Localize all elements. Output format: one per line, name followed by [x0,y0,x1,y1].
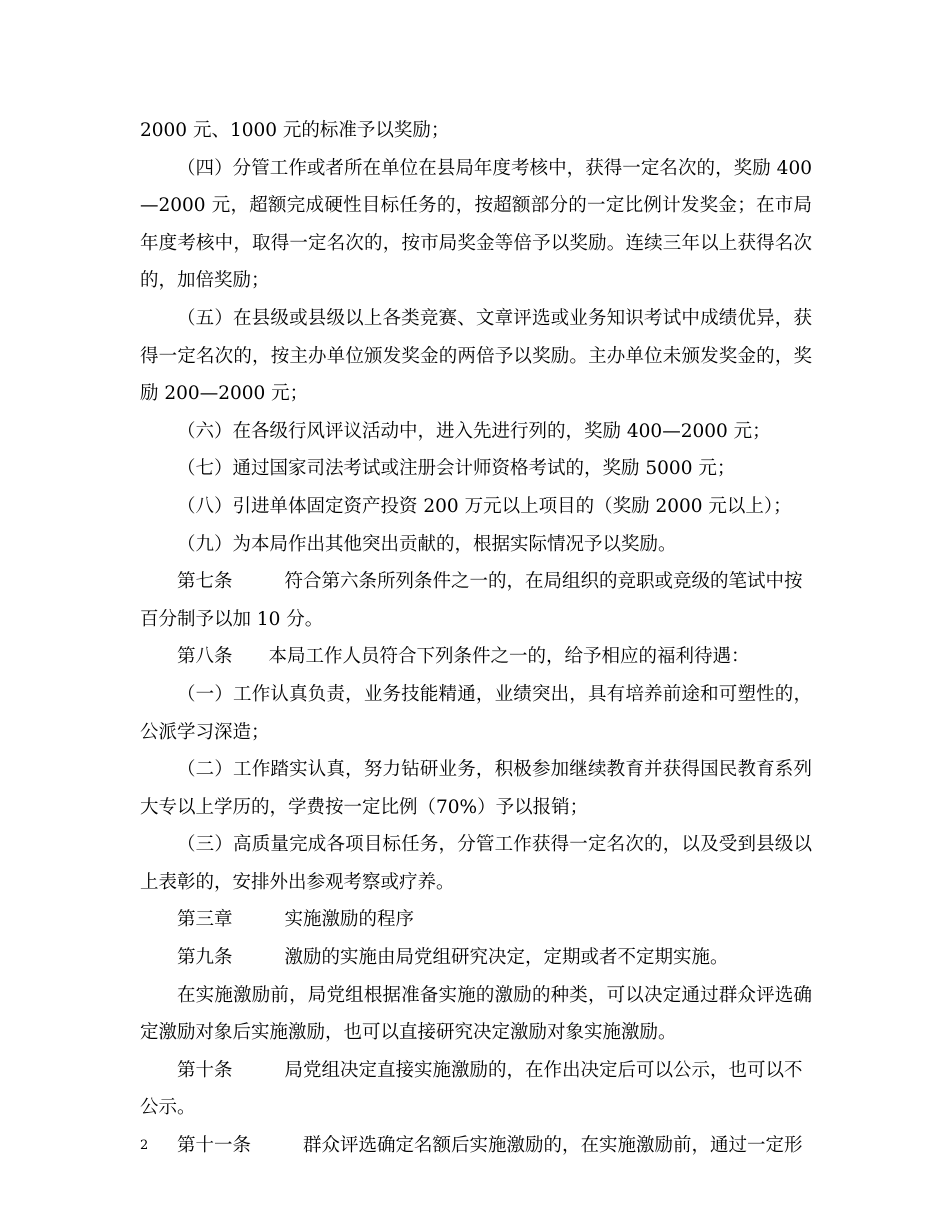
article-heading: 第八条 [177,646,233,668]
article-7 [140,563,812,601]
article-heading: 第七条 [177,571,233,593]
text-line: 的，加倍奖励； [140,270,270,292]
text-line: 定激励对象后实施激励，也可以直接研究决定激励对象实施激励。 [140,1022,677,1044]
article-heading: 第九条 [177,947,233,969]
article-11 [140,1127,812,1165]
text-line: 公派学习深造； [140,721,270,743]
text-line: （二）工作踏实认真，努力钻研业务，积极参加继续教育并获得国民教育系列 [177,759,812,781]
text-line: （一）工作认真负责，业务技能精通，业绩突出，具有培养前途和可塑性的， [177,683,812,705]
chapter-heading: 第三章 [177,909,233,931]
text-line: 2000 元、1000 元的标准予以奖励； [140,120,450,141]
text-line: （八）引进单体固定资产投资 200 万元以上项目的（奖励 2000 元以上）； [177,495,792,517]
text-line: 百分制予以加 10 分。 [140,608,324,630]
text-line: 得一定名次的，按主办单位颁发奖金的两倍予以奖励。主办单位未颁发奖金的，奖 [140,345,812,367]
text-line: （七）通过国家司法考试或注册会计师资格考试的，奖励 5000 元； [177,458,736,480]
page-number: 2 [140,1138,149,1153]
text-line: （三）高质量完成各项目标任务，分管工作获得一定名次的，以及受到县级以 [177,834,812,856]
text-line: 年度考核中，取得一定名次的，按市局奖金等倍予以奖励。连续三年以上获得名次 [140,232,812,254]
text-line: （六）在各级行风评议活动中，进入先进行列的，奖励 400—2000 元； [177,420,771,442]
article-text: 符合第六条所列条件之一的，在局组织的竞职或竞级的笔试中按 [284,571,803,593]
article-text: 激励的实施由局党组研究决定，定期或者不定期实施。 [284,947,729,969]
text-line: 励 200—2000 元； [140,383,309,405]
article-text: 局党组决定直接实施激励的，在作出决定后可以公示，也可以不 [284,1059,803,1081]
text-line: 大专以上学历的，学费按一定比例（70%）予以报销； [140,796,589,818]
article-8 [140,638,812,676]
text-line: （五）在县级或县级以上各类竞赛、文章评选或业务知识考试中成绩优异，获 [177,307,812,329]
article-heading: 第十条 [177,1059,233,1081]
article-10 [140,1052,812,1090]
text-line: 上表彰的，安排外出参观考察或疗养。 [140,871,455,893]
article-text: 本局工作人员符合下列条件之一的，给予相应的福利待遇： [268,646,750,668]
text-line: 在实施激励前，局党组根据准备实施的激励的种类，可以决定通过群众评选确 [177,984,812,1006]
text-line: （四）分管工作或者所在单位在县局年度考核中，获得一定名次的，奖励 400 [177,157,812,179]
article-text: 群众评选确定名额后实施激励的，在实施激励前，通过一定形 [303,1135,803,1157]
article-heading: 第十一条 [177,1135,252,1157]
text-line: （九）为本局作出其他突出贡献的，根据实际情况予以奖励。 [177,533,677,555]
document-page [140,112,812,1165]
chapter-3 [140,901,812,939]
article-9 [140,939,812,977]
text-line: 公示。 [140,1097,196,1119]
text-line: —2000 元，超额完成硬性目标任务的，按超额部分的一定比例计发奖金；在市局 [140,195,812,217]
chapter-title: 实施激励的程序 [284,909,415,931]
